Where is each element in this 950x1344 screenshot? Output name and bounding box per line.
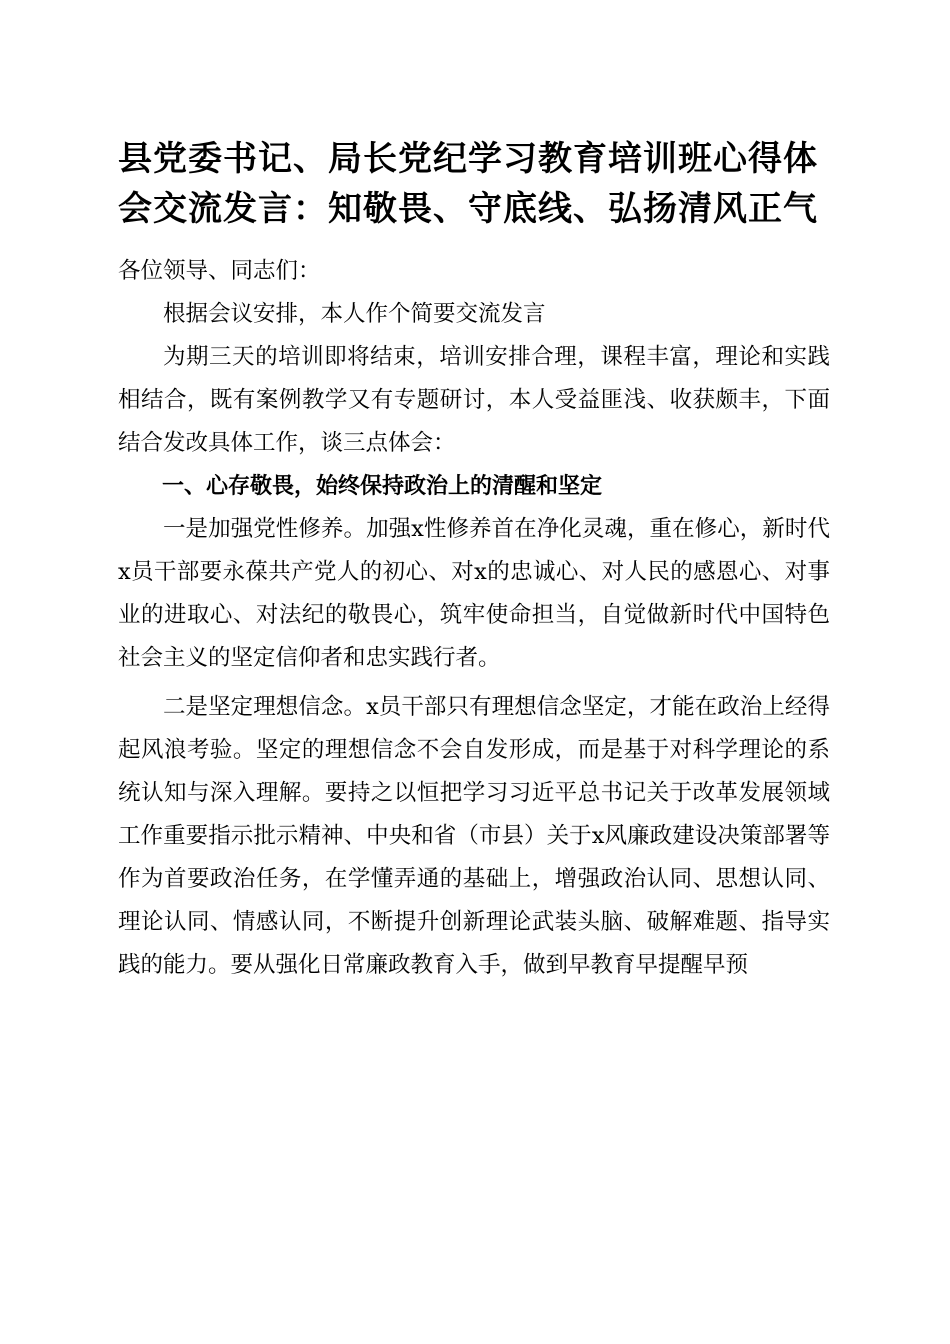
section-heading-1: 一、心存敬畏，始终保持政治上的清醒和坚定 (162, 474, 603, 499)
paragraph-training-summary: 为期三天的培训即将结束，培训安排合理，课程丰富，理论和实践相结合，既有案例教学又有专题研讨，本人受益匪浅、收获颇丰，下面结合发改具体工作，谈三点体会： (118, 344, 830, 456)
point-2-paragraph (118, 686, 830, 987)
document-body (118, 250, 830, 987)
point-1-body: 加强x性修养首在净化灵魂，重在修心，新时代x员干部要永葆共产党人的初心、对x的忠诚心、对人民的感恩心、对事业的进取心、对法纪的敬畏心，筑牢使命担当，自觉做新时代中国特色社会主义的坚定信仰者和忠实践行者。 (118, 516, 830, 671)
title-line-1: 县党委书记、局长党纪学习教育培训班心得体 (118, 139, 818, 179)
point-2-body: x员干部只有理想信念坚定，才能在政治上经得起风浪考验。坚定的理想信念不会自发形成，而是基于对科学理论的系统认知与深入理解。要持之以恒把学习习近平总书记关于改革发展领域工作重要指示批示精神、中央和省（市县）关于x风廉政建设决策部署等作为首要政治任务，在学懂弄通的基础上，增强政治认同、思想认同、理论认同、情感认同，不断提升创新理论武装头脑、破解难题、指导实践的能力。要从强化日常廉政教育入手，做到早教育早提醒早预 (118, 694, 830, 978)
document-title (118, 134, 838, 234)
salutation: 各位领导、同志们： (118, 258, 321, 284)
paragraph-opening: 根据会议安排，本人作个简要交流发言 (163, 301, 546, 327)
point-2-lead: 二是坚定理想信念。 (163, 694, 367, 720)
point-1-paragraph (118, 508, 830, 680)
point-1-lead: 一是加强党性修养。 (163, 516, 367, 542)
title-line-2: 会交流发言：知敬畏、守底线、弘扬清风正气 (118, 189, 818, 229)
